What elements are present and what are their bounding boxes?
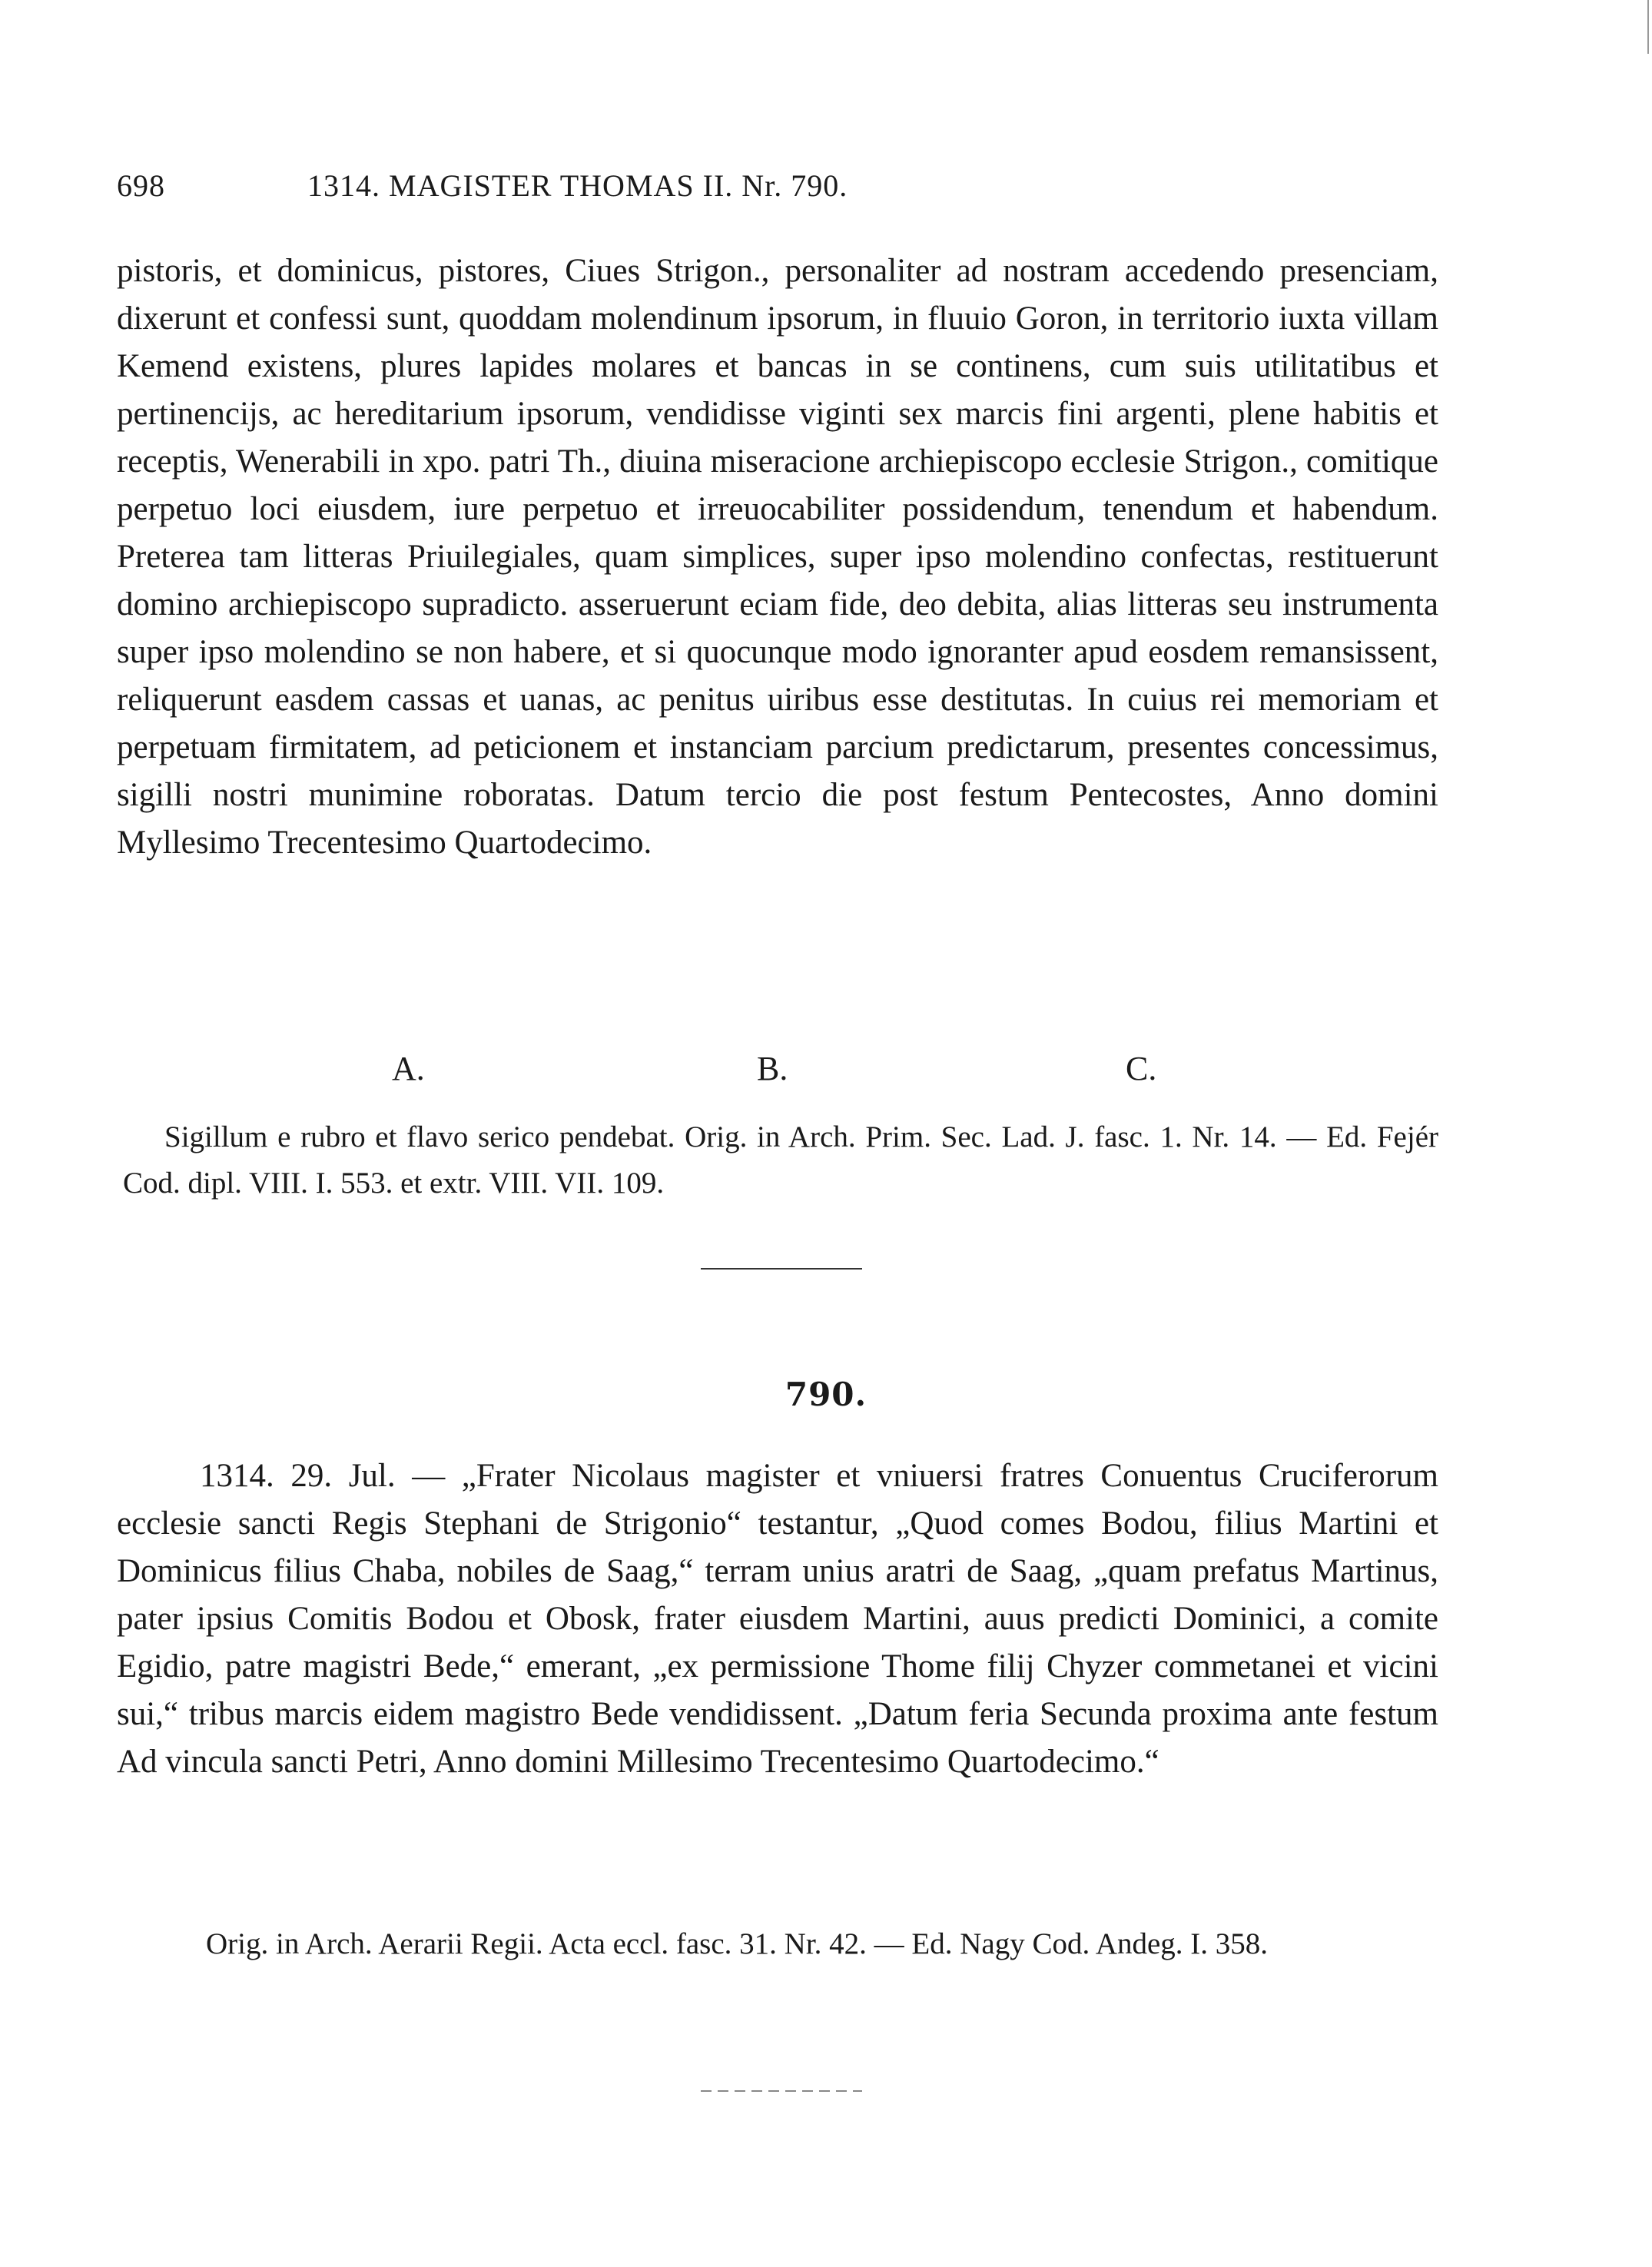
source-note-1	[123, 1114, 1438, 1207]
page-number: 698	[117, 168, 165, 203]
end-divider	[701, 2090, 862, 2092]
running-head	[117, 168, 1116, 214]
document-790-paragraph	[117, 1452, 1438, 1786]
scan-edge-mark	[1647, 0, 1649, 54]
continuation-text: pistoris, et dominicus, pistores, Ciues Strigon., personaliter ad nostram accedendo presenciam, dixerunt et confessi sunt, quoddam molendinum ipsorum, in fluuio Goron, in territorio iuxta villam Kemend existens, plures lapides molares et bancas in se continens, cum suis utilitatibus et pertinencijs, ac hereditarium ipsorum, vendidisse viginti sex marcis fini argenti, plene habitis et receptis, Wenerabili in xpo. patri Th., diuina miseracione archiepiscopo ecclesie Strigon., comitique perpetuo loci eiusdem, iure perpetuo et irreuocabiliter possidendum, tenendum et habendum. Preterea tam litteras Priuilegiales, quam simplices, super ipso molendino confectas, restituerunt domino archiepiscopo supradicto. asseruerunt eciam fide, deo debita, alias litteras seu instrumenta super ipso molendino se non habere, et si quocunque modo ignoranter apud eosdem remansissent, reliquerunt easdem cassas et uanas, ac penitus uiribus esse destitutas. In cuius rei memoriam et perpetuam firmitatem, ad peticionem et instanciam parcium predictarum, presentes concessimus, sigilli nostri munimine roboratas. Datum tercio die post festum Pentecostes, Anno domini Myllesimo Trecentesimo Quartodecimo.	[117, 253, 1438, 861]
continuation-paragraph	[117, 247, 1438, 867]
witness-b: B.	[757, 1050, 788, 1087]
source-note-1-text: Sigillum e rubro et flavo serico pendebat. Orig. in Arch. Prim. Sec. Lad. J. fasc. 1. Nr. 14. — Ed. Fejér Cod. dipl. VIII. I. 553. et extr. VIII. VII. 109.	[123, 1120, 1438, 1200]
running-title: 1314. MAGISTER THOMAS II. Nr. 790.	[307, 168, 848, 203]
witness-list	[0, 1049, 1652, 1103]
witness-a: A.	[392, 1050, 425, 1087]
document-number: 790.	[785, 1376, 867, 1413]
document-790-text: 1314. 29. Jul. — „Frater Nicolaus magister et vniuersi fratres Conuentus Cruciferorum ecclesie sancti Regis Stephani de Strigonio“ testantur, „Quod comes Bodou, filius Martini et Dominicus filius Chaba, nobiles de Saag,“ terram unius aratri de Saag, „quam prefatus Martinus, pater ipsius Comitis Bodou et Obosk, frater eiusdem Martini, auus predicti Dominici, a comite Egidio, patre magistri Bede,“ emerant, „ex permissione Thome filij Chyzer commetanei et vicini sui,“ tribus marcis eidem magistro Bede vendidissent. „Datum feria Secunda proxima ante festum Ad vincula sancti Petri, Anno domini Millesimo Trecentesimo Quartodecimo.“	[117, 1458, 1438, 1780]
witness-c: C.	[1126, 1050, 1157, 1087]
section-divider	[701, 1268, 862, 1270]
source-note-2-text: Orig. in Arch. Aerarii Regii. Acta eccl. fasc. 31. Nr. 42. — Ed. Nagy Cod. Andeg. I. 358.	[206, 1927, 1269, 1960]
source-note-2	[123, 1921, 1438, 1967]
